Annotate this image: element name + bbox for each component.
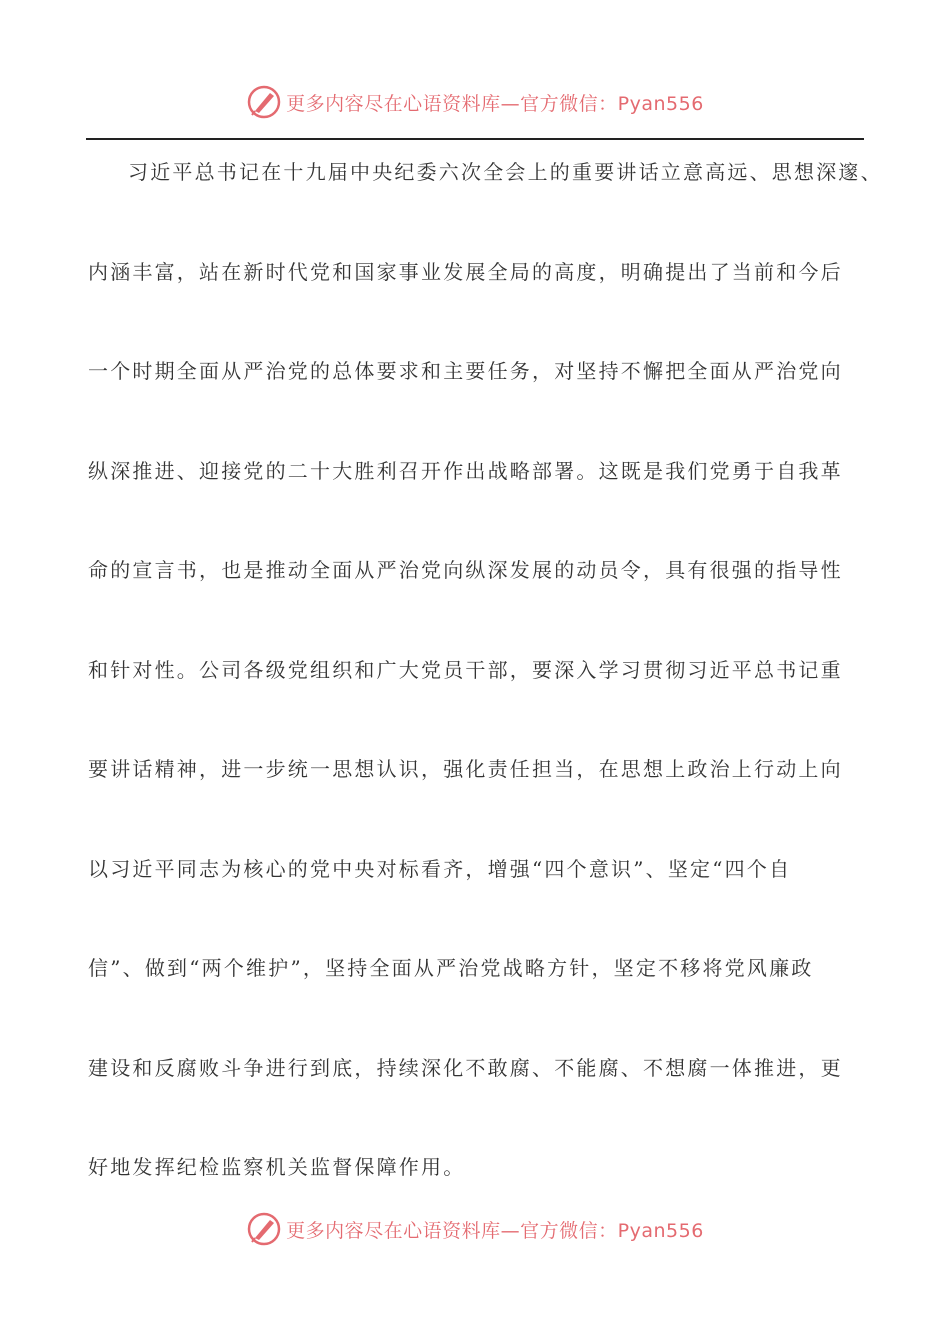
text-line: 建设和反腐败斗争进行到底，持续深化不敢腐、不能腐、不想腐一体推进，更 bbox=[88, 1055, 843, 1080]
text-line: 和针对性。公司各级党组织和广大党员干部，要深入学习贯彻习近平总书记重 bbox=[88, 657, 843, 682]
header-divider bbox=[86, 138, 864, 140]
text-line: 命的宣言书，也是推动全面从严治党向纵深发展的动员令，具有很强的指导性 bbox=[88, 558, 843, 582]
text-line: 要讲话精神，进一步统一思想认识，强化责任担当，在思想上政治上行动上向 bbox=[88, 757, 843, 781]
text-line: 一个时期全面从严治党的总体要求和主要任务，对坚持不懈把全面从严治党向 bbox=[88, 359, 843, 383]
quill-pen-icon bbox=[246, 1211, 282, 1247]
text-line: 内涵丰富，站在新时代党和国家事业发展全局的高度，明确提出了当前和今后 bbox=[88, 259, 843, 284]
text-line: 纵深推进、迎接党的二十大胜利召开作出战略部署。这既是我们党勇于自我革 bbox=[88, 458, 843, 483]
text-line: 信”、做到“两个维护”，坚持全面从严治党战略方针，坚定不移将党风廉政 bbox=[88, 956, 814, 980]
footer-banner-text: 更多内容尽在心语资料库—官方微信：Pyan556 bbox=[286, 1219, 704, 1242]
header-banner bbox=[0, 80, 950, 124]
text-line: 以习近平同志为核心的党中央对标看齐，增强“四个意识”、坚定“四个自 bbox=[88, 856, 792, 881]
quill-pen-icon bbox=[246, 84, 282, 120]
text-line: 习近平总书记在十九届中央纪委六次全会上的重要讲话立意高远、思想深邃、 bbox=[128, 160, 883, 184]
footer-banner bbox=[0, 1207, 950, 1251]
header-banner-text: 更多内容尽在心语资料库—官方微信：Pyan556 bbox=[286, 92, 704, 115]
text-line: 好地发挥纪检监察机关监督保障作用。 bbox=[88, 1155, 466, 1179]
document-body bbox=[88, 144, 883, 1239]
